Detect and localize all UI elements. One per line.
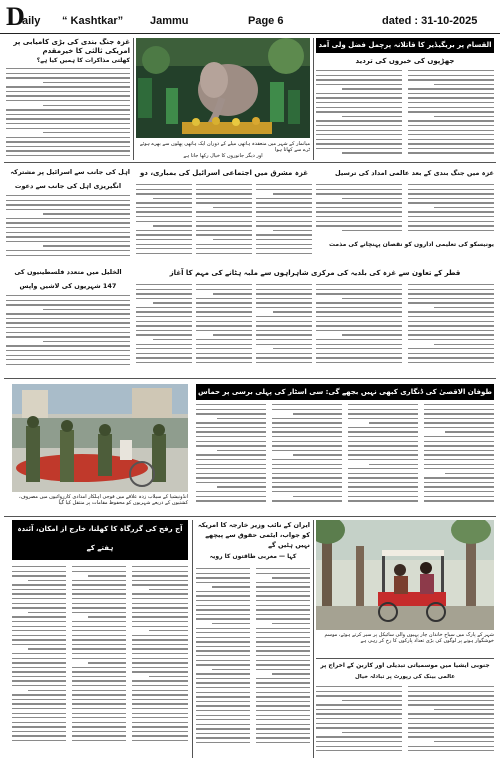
article-top-right-1 bbox=[316, 70, 402, 160]
elephant-photo-caption-2: اور دیگر جانوروں کا خیال رکھا جاتا ہے bbox=[183, 153, 263, 159]
article-center-wide-1 bbox=[136, 284, 192, 372]
headline-rafah-line-1: آج رفح کی گزرگاہ کا کھلنا، خارج از امکان، آئندہ ہفتے کے bbox=[17, 525, 183, 552]
headline-mid-center: غزہ مشرق میں اجتماعی اسرائیل کی بمباری، دو bbox=[139, 169, 309, 177]
article-mid-center-1 bbox=[136, 184, 192, 262]
article-right-mid-2 bbox=[408, 184, 494, 238]
headline-right-small: یونیسکو کی تعلیمی اداروں کو نقصان پہنچانے کی مذمت bbox=[329, 241, 494, 248]
newspaper-name: “ Kashtkar” bbox=[62, 15, 124, 27]
article-aqsa-1 bbox=[196, 404, 266, 512]
article-top-right-2 bbox=[408, 70, 494, 160]
headline-aqsa: طوفان الاقصیٰ کی ڈنگاری کبھی نہیں بجھے گی: سی اسٹار کی پہلی برسی پر حماس bbox=[196, 384, 494, 400]
headline-rafah-line-2 bbox=[12, 558, 188, 560]
headline-left-small-2: 147 شہریوں کی لاشیں واپس bbox=[19, 282, 117, 290]
subheadline-top-left: کھلتی مذاکرات کا ہمیں کیا ہے؟ bbox=[36, 57, 130, 64]
article-left-lower bbox=[6, 295, 130, 371]
headline-top-left: غزہ جنگ بندی کی بڑی کامیابی پر امریکی ثالثی کا خیرمقدم bbox=[13, 38, 130, 55]
subheadline-bottom-right: عالمی بینک کی رپورٹ پر تبادلہ خیال bbox=[355, 674, 455, 680]
article-mid-center-3 bbox=[256, 184, 312, 262]
masthead-daily: aily bbox=[22, 15, 41, 27]
article-mid-center-2 bbox=[196, 184, 252, 262]
headline-col-right-mid: غزہ میں جنگ بندی کے بعد عالمی امداد کی ترسیل bbox=[335, 169, 494, 177]
headline-mid-left-a: اہل کی جانب سے اسرائیل پر مشترکہ bbox=[10, 168, 130, 176]
article-top-left bbox=[6, 68, 130, 160]
article-aqsa-3 bbox=[348, 404, 418, 512]
issue-date: dated : 31-10-2025 bbox=[382, 15, 478, 27]
article-iran-1 bbox=[196, 568, 250, 756]
subheadline-iran: کہا — مغربی طاقتوں کا رویہ bbox=[209, 553, 297, 560]
rescue-photo bbox=[12, 384, 188, 492]
article-center-wide-2 bbox=[196, 284, 252, 372]
headline-bottom-right: جنوبی ایشیا میں موسمیاتی تبدیلی اور کاربن کے اخراج پر bbox=[320, 662, 490, 669]
article-mid-left bbox=[6, 195, 130, 263]
article-right-mid-1 bbox=[316, 184, 402, 238]
article-aqsa-2 bbox=[272, 404, 342, 512]
rescue-photo-caption: انڈونیشیا کے سیلاب زدہ علاقے میں فوجی اہلکار امدادی کارروائیوں میں مصروف، کشتیوں کے ذریعے شہریوں کو محفوظ مقامات پر منتقل کیا گیا bbox=[18, 494, 188, 506]
headline-mid-left-b: انگیریزی اہل کی جانب سے دعوت bbox=[14, 182, 122, 190]
page-number: Page 6 bbox=[248, 15, 284, 27]
masthead bbox=[0, 0, 500, 34]
headline-iran: ایران کے نائب وزیر خارجہ کا امریکہ کو جواب، ایٹمی حقوق سے پیچھے نہیں ہٹیں گے bbox=[197, 521, 310, 549]
article-rafah-3 bbox=[132, 566, 188, 756]
headline-left-small: الخلیل میں متعدد فلسطینیوں کی bbox=[14, 268, 122, 276]
park-bike-photo bbox=[316, 520, 494, 630]
masthead-initial: D bbox=[6, 2, 25, 31]
park-bike-photo-caption: شہر کے پارک میں سیاح خاندان چار پہیوں والی سائیکل پر سیر کرتے ہوئے، موسم خوشگوار ہونے پر لوگوں کی بڑی تعداد پارکوں کا رخ کر رہی ہے bbox=[324, 632, 494, 644]
headline-top-right: القسام پر بریگیڈیر کا قاتلانہ پرچمل فضل ولی آمد bbox=[316, 38, 494, 53]
subheadline-top-right: جھڑپوں کی خبروں کی تردید bbox=[355, 57, 455, 65]
article-center-wide-3 bbox=[256, 284, 312, 372]
article-rafah-1 bbox=[12, 566, 66, 756]
headline-rafah bbox=[12, 520, 188, 560]
article-bottom-right-1 bbox=[316, 686, 402, 758]
elephant-photo bbox=[136, 38, 310, 138]
article-rafah-2 bbox=[72, 566, 126, 756]
headline-center-wide: قطر کے تعاون سے غزہ کی بلدیہ کی مرکزی شاہراہوں سے ملبہ ہٹانے کی مہم کا آغاز bbox=[169, 269, 461, 277]
article-iran-2 bbox=[256, 568, 310, 756]
article-bottom-right-2 bbox=[408, 686, 494, 758]
article-center-wide-5 bbox=[408, 284, 494, 372]
newspaper-city: Jammu bbox=[150, 15, 189, 27]
article-center-wide-4 bbox=[316, 284, 402, 372]
elephant-photo-caption: میانمار کے شہر میں منعقدہ ہاتھی میلے کے دوران ایک ہاتھی پھلوں سے بھرے ہوئے ٹرے سے کھاتا ہوا bbox=[139, 141, 310, 153]
article-aqsa-4 bbox=[424, 404, 494, 512]
